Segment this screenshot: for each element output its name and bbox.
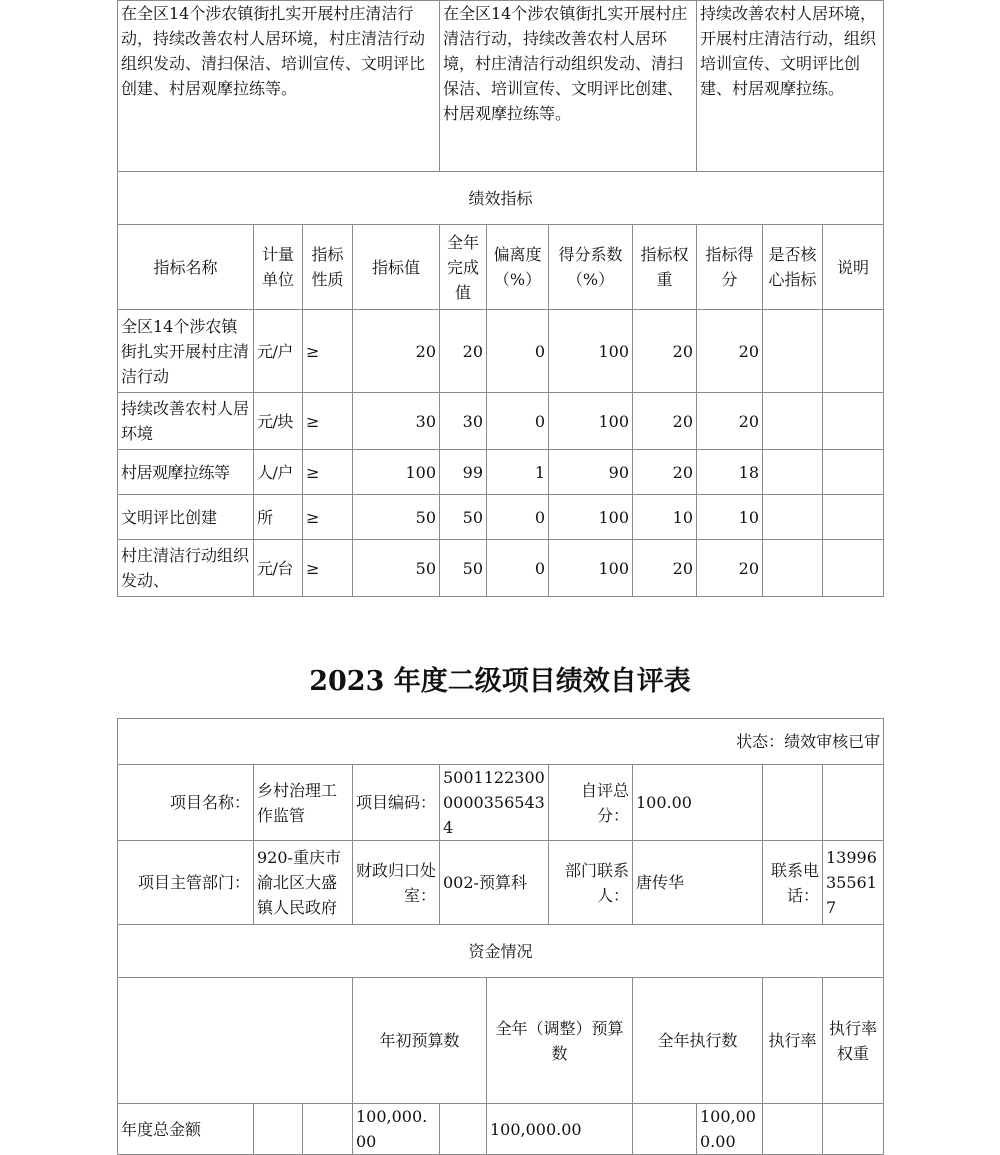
indicator-actual: 20 [440, 310, 487, 393]
indicator-weight: 20 [633, 540, 697, 597]
description-cell-2: 在全区14个涉农镇街扎实开展村庄清洁行动，持续改善农村人居环境，村庄清洁行动组织发动、清扫保洁、培训宣传、文明评比创建、村居观摩拉练等。 [440, 1, 697, 172]
indicator-actual: 30 [440, 393, 487, 450]
indicator-name: 文明评比创建 [118, 495, 254, 540]
indicator-note [823, 393, 884, 450]
finance-office-label: 财政归口处室： [353, 841, 440, 925]
header-actual: 全年完成值 [440, 225, 487, 310]
indicator-actual: 99 [440, 450, 487, 495]
self-score-label: 自评总分： [549, 765, 633, 841]
indicator-actual: 50 [440, 540, 487, 597]
project-code-label: 项目编码： [353, 765, 440, 841]
indicator-header-row [118, 225, 884, 310]
table-row [118, 310, 884, 393]
project-name-label: 项目名称： [118, 765, 254, 841]
indicator-name: 全区14个涉农镇街扎实开展村庄清洁行动 [118, 310, 254, 393]
indicator-target: 50 [353, 540, 440, 597]
department-row [118, 841, 884, 925]
indicator-unit: 元/块 [254, 393, 303, 450]
department-value: 920-重庆市渝北区大盛镇人民政府 [254, 841, 353, 925]
table-row [118, 393, 884, 450]
total-adjusted-budget: 100,000.00 [487, 1104, 633, 1155]
indicator-deviation: 1 [487, 450, 549, 495]
indicator-weight: 10 [633, 495, 697, 540]
indicator-name: 持续改善农村人居环境 [118, 393, 254, 450]
table-row [118, 495, 884, 540]
header-coefficient: 得分系数（%） [549, 225, 633, 310]
indicator-core [763, 393, 823, 450]
indicator-target: 20 [353, 310, 440, 393]
phone-value: 13996355617 [823, 841, 884, 925]
indicator-deviation: 0 [487, 393, 549, 450]
indicator-core [763, 495, 823, 540]
indicator-score: 20 [697, 540, 763, 597]
indicator-coefficient: 100 [549, 540, 633, 597]
header-nature: 指标性质 [303, 225, 353, 310]
indicator-core [763, 450, 823, 495]
indicator-nature: ≥ [303, 393, 353, 450]
indicator-score: 10 [697, 495, 763, 540]
indicator-coefficient: 100 [549, 495, 633, 540]
header-target: 指标值 [353, 225, 440, 310]
indicator-note [823, 495, 884, 540]
indicator-score: 20 [697, 310, 763, 393]
project-name-row [118, 765, 884, 841]
header-rate-weight: 执行率权重 [823, 978, 884, 1104]
header-deviation: 偏离度（%） [487, 225, 549, 310]
indicator-coefficient: 90 [549, 450, 633, 495]
header-note: 说明 [823, 225, 884, 310]
indicator-note [823, 310, 884, 393]
funds-section-title: 资金情况 [118, 925, 884, 978]
indicator-nature: ≥ [303, 495, 353, 540]
table-row [118, 540, 884, 597]
indicator-nature: ≥ [303, 450, 353, 495]
indicator-name: 村居观摩拉练等 [118, 450, 254, 495]
self-score-value: 100.00 [633, 765, 763, 841]
total-amount-row [118, 1104, 884, 1155]
indicator-core [763, 310, 823, 393]
indicator-nature: ≥ [303, 310, 353, 393]
indicator-weight: 20 [633, 310, 697, 393]
indicator-unit: 所 [254, 495, 303, 540]
status-label: 状态：绩效审核已审 [118, 719, 884, 765]
total-executed: 100,000.00 [697, 1104, 763, 1155]
header-score: 指标得分 [697, 225, 763, 310]
section-title: 绩效指标 [118, 172, 884, 225]
header-adjusted-budget: 全年（调整）预算数 [487, 978, 633, 1104]
indicator-actual: 50 [440, 495, 487, 540]
project-name-value: 乡村治理工作监管 [254, 765, 353, 841]
indicator-weight: 20 [633, 450, 697, 495]
indicator-note [823, 540, 884, 597]
header-initial-budget: 年初预算数 [353, 978, 487, 1104]
project-code-value: 500112230000003565434 [440, 765, 549, 841]
indicator-coefficient: 100 [549, 310, 633, 393]
contact-label: 部门联系人： [549, 841, 633, 925]
finance-office-value: 002-预算科 [440, 841, 549, 925]
indicator-target: 100 [353, 450, 440, 495]
header-indicator-name: 指标名称 [118, 225, 254, 310]
header-executed: 全年执行数 [633, 978, 763, 1104]
contact-value: 唐传华 [633, 841, 763, 925]
department-label: 项目主管部门： [118, 841, 254, 925]
description-cell-3: 持续改善农村人居环境，开展村庄清洁行动，组织培训宣传、文明评比创建、村居观摩拉练。 [697, 1, 884, 172]
indicator-unit: 元/户 [254, 310, 303, 393]
description-cell-1: 在全区14个涉农镇街扎实开展村庄清洁行动，持续改善农村人居环境，村庄清洁行动组织发动、清扫保洁、培训宣传、文明评比创建、村居观摩拉练等。 [118, 1, 440, 172]
header-weight: 指标权重 [633, 225, 697, 310]
total-initial-budget: 100,000.00 [353, 1104, 440, 1155]
header-core: 是否核心指标 [763, 225, 823, 310]
phone-label: 联系电话： [763, 841, 823, 925]
indicator-unit: 元/台 [254, 540, 303, 597]
table-row [118, 450, 884, 495]
indicator-deviation: 0 [487, 495, 549, 540]
indicator-unit: 人/户 [254, 450, 303, 495]
indicator-nature: ≥ [303, 540, 353, 597]
header-unit: 计量单位 [254, 225, 303, 310]
indicator-core [763, 540, 823, 597]
performance-indicator-table [117, 0, 884, 597]
indicator-note [823, 450, 884, 495]
funds-header-row [118, 978, 884, 1104]
description-row [118, 1, 884, 172]
indicator-name: 村庄清洁行动组织发动、 [118, 540, 254, 597]
total-amount-label: 年度总金额 [118, 1104, 254, 1155]
indicator-target: 30 [353, 393, 440, 450]
indicator-deviation: 0 [487, 310, 549, 393]
indicator-target: 50 [353, 495, 440, 540]
indicator-deviation: 0 [487, 540, 549, 597]
indicator-weight: 20 [633, 393, 697, 450]
indicator-score: 20 [697, 393, 763, 450]
indicator-score: 18 [697, 450, 763, 495]
page-title: 2023 年度二级项目绩效自评表 [309, 666, 691, 697]
header-execution-rate: 执行率 [763, 978, 823, 1104]
indicator-coefficient: 100 [549, 393, 633, 450]
self-evaluation-table [117, 718, 884, 1155]
